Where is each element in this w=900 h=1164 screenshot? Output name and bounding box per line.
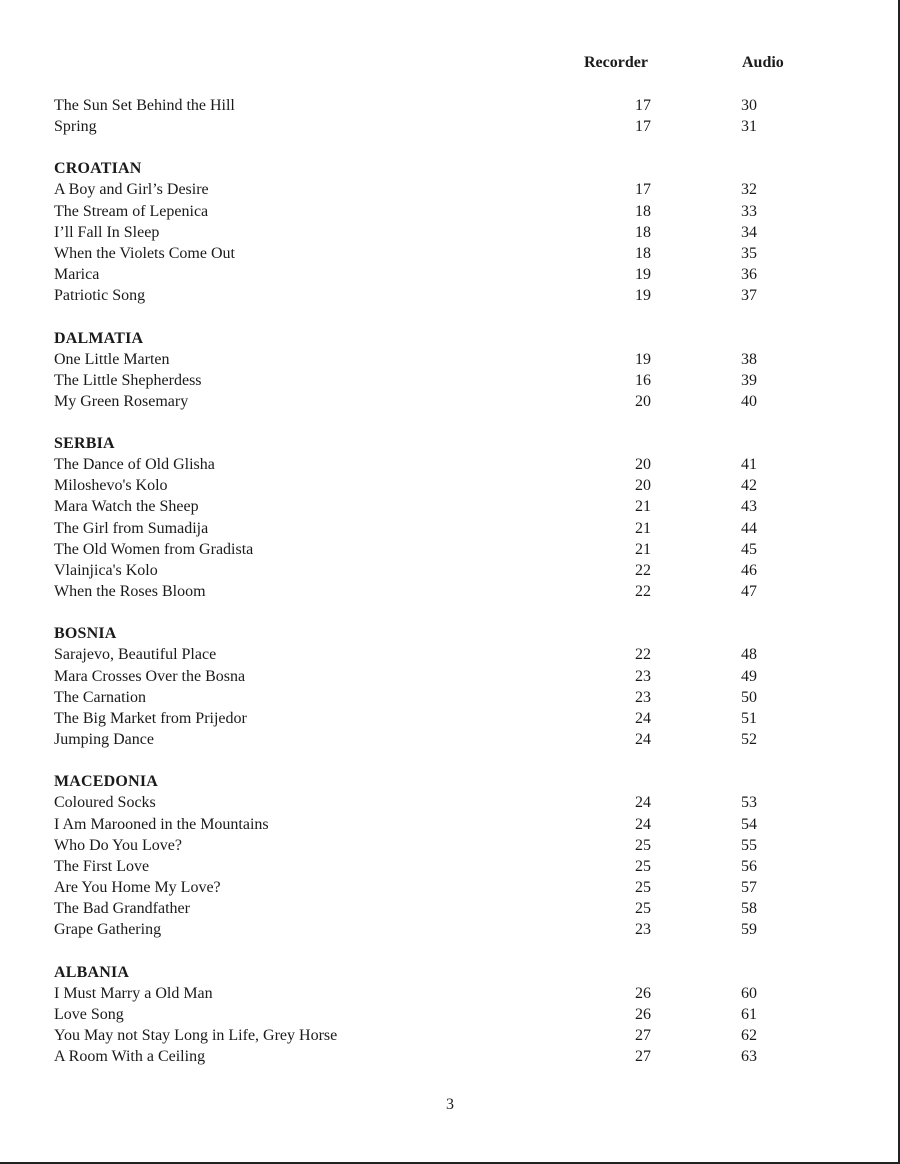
song-row — [54, 919, 774, 940]
song-title: I Am Marooned in the Mountains — [54, 815, 269, 833]
song-row — [54, 792, 774, 813]
recorder-page: 19 — [635, 266, 651, 284]
song-title: A Room With a Ceiling — [54, 1048, 206, 1066]
song-row — [54, 581, 774, 602]
song-row — [54, 454, 774, 475]
recorder-page: 24 — [635, 815, 651, 833]
song-row — [54, 264, 774, 285]
song-title: A Boy and Girl’s Desire — [54, 181, 209, 199]
song-row — [54, 116, 774, 137]
section-heading: ALBANIA — [54, 963, 130, 981]
song-row — [54, 560, 774, 581]
song-title: Love Song — [54, 1005, 124, 1023]
song-row — [54, 898, 774, 919]
recorder-page: 22 — [635, 562, 651, 579]
song-row — [54, 222, 774, 243]
audio-track: 50 — [741, 688, 757, 706]
recorder-page: 17 — [635, 118, 651, 136]
song-title: Vlainjica's Kolo — [54, 562, 158, 579]
song-row — [54, 835, 774, 856]
song-row — [54, 856, 774, 877]
toc-section — [54, 328, 774, 413]
audio-track: 34 — [741, 223, 757, 241]
recorder-page: 20 — [635, 477, 651, 495]
song-title: You May not Stay Long in Life, Grey Horse — [54, 1027, 338, 1044]
song-title: Sarajevo, Beautiful Place — [54, 646, 217, 664]
audio-track: 46 — [741, 562, 757, 579]
audio-track: 52 — [741, 731, 757, 749]
song-title: The Little Shepherdess — [54, 371, 202, 389]
toc-section — [54, 771, 774, 940]
song-title: The Old Women from Gradista — [54, 540, 254, 558]
audio-track: 37 — [741, 287, 757, 305]
recorder-page: 18 — [635, 244, 651, 262]
toc-section — [54, 962, 774, 1068]
recorder-page: 16 — [635, 371, 651, 389]
page-number: 3 — [446, 1096, 454, 1113]
song-title: The First Love — [54, 857, 150, 875]
song-row — [54, 370, 774, 391]
song-row — [54, 814, 774, 835]
audio-track: 33 — [741, 202, 757, 220]
toc-section — [54, 433, 774, 602]
section-heading: CROATIAN — [54, 160, 142, 178]
song-title: I’ll Fall In Sleep — [54, 223, 160, 241]
section-heading: SERBIA — [54, 435, 115, 453]
recorder-page: 21 — [635, 540, 651, 558]
audio-track: 49 — [741, 667, 757, 685]
audio-track: 43 — [741, 498, 757, 516]
song-title: Who Do You Love? — [54, 836, 182, 854]
recorder-page: 25 — [635, 857, 651, 875]
toc-section — [54, 623, 774, 750]
song-title: The Dance of Old Glisha — [54, 456, 215, 474]
recorder-page: 21 — [635, 519, 651, 537]
recorder-page: 25 — [635, 900, 651, 918]
song-title: The Big Market from Prijedor — [54, 709, 247, 727]
song-row — [54, 475, 774, 496]
song-row — [54, 496, 774, 517]
song-title: One Little Marten — [54, 350, 170, 368]
recorder-page: 19 — [635, 287, 651, 305]
recorder-column-header: Recorder — [584, 54, 648, 71]
audio-column-header: Audio — [742, 54, 784, 71]
audio-track: 36 — [741, 266, 757, 284]
song-title: The Girl from Sumadija — [54, 519, 209, 537]
song-row — [54, 243, 774, 264]
song-title: I Must Marry a Old Man — [54, 984, 213, 1002]
audio-track: 62 — [741, 1027, 757, 1044]
song-row — [54, 1046, 774, 1067]
song-row — [54, 877, 774, 898]
audio-track: 56 — [741, 857, 757, 875]
recorder-page: 17 — [635, 97, 651, 114]
song-row — [54, 285, 774, 306]
recorder-page: 22 — [635, 583, 651, 601]
song-title: The Carnation — [54, 688, 146, 706]
song-row — [54, 201, 774, 222]
audio-track: 31 — [741, 118, 757, 136]
song-row — [54, 1004, 774, 1025]
recorder-page: 23 — [635, 667, 651, 685]
recorder-page: 20 — [635, 392, 651, 410]
section-heading: BOSNIA — [54, 625, 117, 643]
song-title: Marica — [54, 266, 100, 284]
song-title: Spring — [54, 118, 97, 136]
song-title: My Green Rosemary — [54, 392, 189, 410]
toc-section — [54, 95, 774, 137]
song-row — [54, 95, 774, 116]
song-row — [54, 983, 774, 1004]
song-title: Mara Crosses Over the Bosna — [54, 667, 246, 685]
recorder-page: 23 — [635, 688, 651, 706]
song-title: The Stream of Lepenica — [54, 202, 209, 220]
audio-track: 54 — [741, 815, 757, 833]
audio-track: 41 — [741, 456, 757, 474]
audio-track: 53 — [741, 794, 757, 812]
audio-track: 61 — [741, 1005, 757, 1023]
audio-track: 42 — [741, 477, 757, 495]
song-title: Are You Home My Love? — [54, 879, 221, 897]
recorder-page: 19 — [635, 350, 651, 368]
audio-track: 58 — [741, 900, 757, 918]
recorder-page: 20 — [635, 456, 651, 474]
recorder-page: 26 — [635, 1005, 651, 1023]
audio-track: 44 — [741, 519, 757, 537]
recorder-page: 17 — [635, 181, 651, 199]
song-row — [54, 708, 774, 729]
song-row — [54, 179, 774, 200]
recorder-page: 27 — [635, 1048, 651, 1066]
recorder-page: 27 — [635, 1027, 651, 1044]
song-row — [54, 539, 774, 560]
audio-track: 48 — [741, 646, 757, 664]
section-heading: DALMATIA — [54, 329, 144, 347]
song-title: Patriotic Song — [54, 287, 146, 305]
recorder-page: 18 — [635, 202, 651, 220]
recorder-page: 18 — [635, 223, 651, 241]
song-title: The Bad Grandfather — [54, 900, 190, 918]
recorder-page: 23 — [635, 921, 651, 939]
audio-track: 32 — [741, 181, 757, 199]
audio-track: 45 — [741, 540, 757, 558]
song-title: The Sun Set Behind the Hill — [54, 97, 235, 114]
song-title: Grape Gathering — [54, 921, 162, 939]
song-row — [54, 644, 774, 665]
audio-track: 38 — [741, 350, 757, 368]
song-row — [54, 666, 774, 687]
audio-track: 51 — [741, 709, 757, 727]
toc-section — [54, 158, 774, 306]
recorder-page: 24 — [635, 731, 651, 749]
song-title: Coloured Socks — [54, 794, 156, 812]
section-heading: MACEDONIA — [54, 773, 159, 791]
audio-track: 39 — [741, 371, 757, 389]
song-row — [54, 687, 774, 708]
recorder-page: 25 — [635, 836, 651, 854]
recorder-page: 25 — [635, 879, 651, 897]
table-of-contents — [54, 95, 774, 1088]
audio-track: 47 — [741, 583, 757, 601]
audio-track: 59 — [741, 921, 757, 939]
song-title: Mara Watch the Sheep — [54, 498, 199, 516]
song-title: Miloshevo's Kolo — [54, 477, 168, 495]
audio-track: 60 — [741, 984, 757, 1002]
song-title: When the Roses Bloom — [54, 583, 206, 601]
audio-track: 30 — [741, 97, 757, 114]
song-title: Jumping Dance — [54, 731, 154, 749]
song-row — [54, 518, 774, 539]
recorder-page: 24 — [635, 709, 651, 727]
audio-track: 35 — [741, 244, 757, 262]
song-row — [54, 349, 774, 370]
recorder-page: 21 — [635, 498, 651, 516]
audio-track: 40 — [741, 392, 757, 410]
song-row — [54, 1025, 774, 1046]
recorder-page: 24 — [635, 794, 651, 812]
song-row — [54, 391, 774, 412]
song-row — [54, 729, 774, 750]
audio-track: 55 — [741, 836, 757, 854]
recorder-page: 22 — [635, 646, 651, 664]
audio-track: 63 — [741, 1048, 757, 1066]
audio-track: 57 — [741, 879, 757, 897]
song-title: When the Violets Come Out — [54, 244, 235, 262]
recorder-page: 26 — [635, 984, 651, 1002]
